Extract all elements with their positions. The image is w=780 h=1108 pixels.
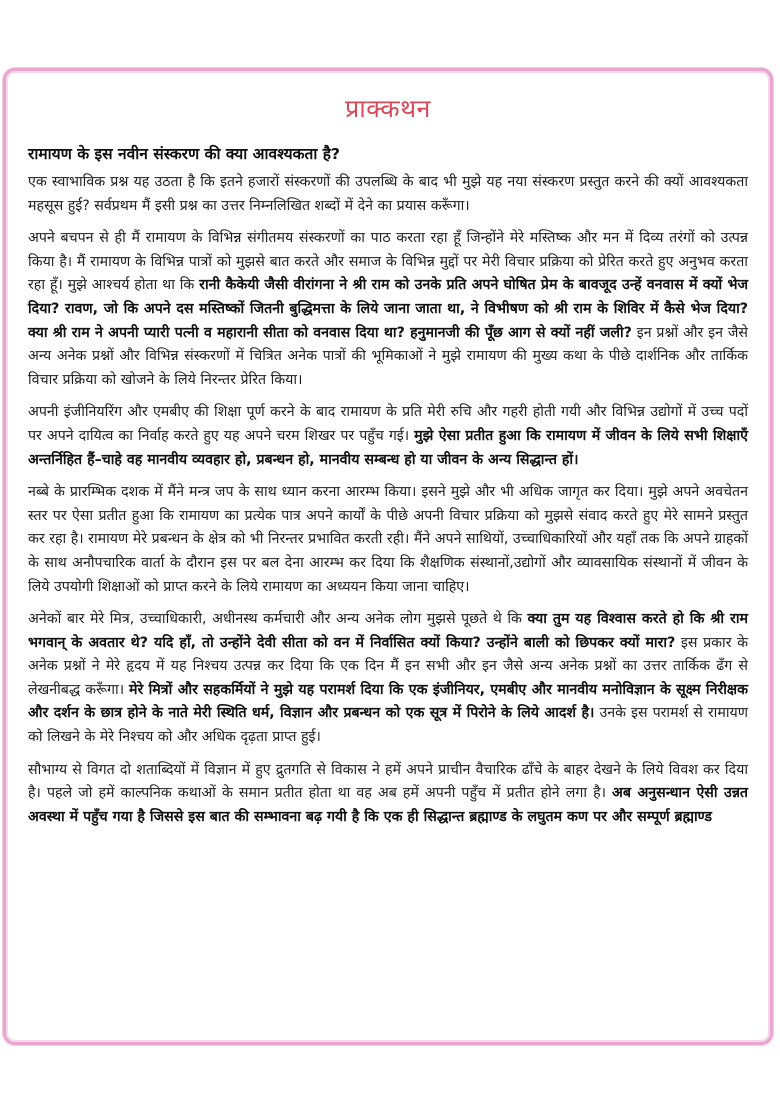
paragraph-6 bbox=[28, 759, 748, 830]
text-segment: उनके इस परामर्श से रामायण को लिखने के मेरे निश्चय को और अधिक दृढ़ता प्राप्त हुई। bbox=[28, 705, 748, 746]
document-body bbox=[28, 143, 748, 838]
text-segment: अनेकों बार मेरे मित्र, उच्चाधिकारी, अधीनस्थ कर्मचारी और अन्य अनेक लोग मुझसे पूछते थे कि bbox=[28, 611, 528, 628]
bold-text-segment: क्या तुम यह विश्वास करते हो कि श्री राम भगवान् के अवतार थे? यदि हाँ, तो उन्होंने देवी सीता को वन में निर्वासित क्यों किया? उन्होंने बाली को छिपकर क्यों मारा? bbox=[28, 611, 748, 651]
bold-text-segment: मेरे मित्रों और सहकर्मियों ने मुझे यह परामर्श दिया कि एक इंजीनियर, एमबीए और मानवीय मनोविज्ञान के सूक्ष्म निरीक्षक और दर्शन के छात्र होने के नाते मेरी स्थिति धर्म, विज्ञान और प्रबन्धन को एक सूत्र में पिरोने के लिये आदर्श है। bbox=[28, 681, 748, 722]
bold-text-segment: अब अनुसन्धान ऐसी उन्नत अवस्था में पहुँच गया है जिससे इस बात की सम्भावना बढ़ गयी है कि एक ही सिद्धान्त ब्रह्माण्ड के लघुतम कण पर और सम्पूर्ण ब्रह्माण्ड bbox=[28, 785, 748, 825]
section-heading: रामायण के इस नवीन संस्करण की क्या आवश्यकता है? bbox=[28, 145, 341, 163]
page-title: प्राक्कथन bbox=[345, 94, 431, 123]
page-frame bbox=[3, 68, 773, 1045]
text-segment: नब्बे के प्रारम्भिक दशक में मैंने मन्त्र जप के साथ ध्यान करना आरम्भ किया। इसने मुझे और भी अधिक जागृत कर दिया। मुझे अपने अवचेतन स्तर पर ऐसा प्रतीत हुआ कि रामायण का प्रत्येक पात्र अपने कार्यों के पीछे अपनी विचार प्रक्रिया को मुझसे संवाद करते हुए मेरे सामने प्रस्तुत कर रहा है। रामायण मेरे प्रबन्धन के क्षेत्र को भी निरन्तर प्रभावित करती रही। मैंने अपने साथियों, उच्चाधिकारियों और यहाँ तक कि अपने ग्राहकों के साथ अनौपचारिक वार्ता के दौरान इस पर बल देना आरम्भ कर दिया कि शैक्षणिक संस्थानों,उद्योगों और व्यावसायिक संस्थानों में जीवन के लिये उपयोगी शिक्षाओं को प्राप्त करने के लिये रामायण का अध्ययन किया जाना चाहिए। bbox=[28, 484, 748, 595]
text-segment: एक स्वाभाविक प्रश्न यह उठता है कि इतने हजारों संस्करणों की उपलब्धि के बाद भी मुझे यह नया संस्करण प्रस्तुत करने की क्यों आवश्यकता महसूस हुई? सर्वप्रथम मैं इसी प्रश्न का उत्तर निम्नलिखित शब्दों में देने का प्रयास करूँगा। bbox=[28, 174, 748, 214]
bold-text-segment: रानी कैकेयी जैसी वीरांगना ने श्री राम को उनके प्रति अपने घोषित प्रेम के बावजूद उन्हें वनवास में क्यों भेज दिया? रावण, जो कि अपने दस मस्तिष्कों जितनी बुद्धिमत्ता के लिये जाना जाता था, ने विभीषण को श्री राम के शिविर में कैसे भेज दिया? क्या श्री राम ने अपनी प्यारी पत्नी व महारानी सीता को वनवास दिया था? हनुमानजी की पूँछ आग से क्यों नहीं जली? bbox=[28, 277, 749, 341]
text-segment: अपने बचपन से ही मैं रामायण के विभिन्न संगीतमय संस्करणों का पाठ करता रहा हूँ जिन्होंने मेरे मस्तिष्क और मन में दिव्य तरंगों को उत्पन्न किया है। मैं रामायण के विभिन्न पात्रों को मुझसे बात करते और समाज के विभिन्न मुद्दों पर मेरी विचार प्रक्रिया को प्रेरित करते हुए अनुभव करता रहा हूँ। मुझे आश्चर्य होता था कि bbox=[28, 230, 748, 294]
text-segment: सौभाग्य से विगत दो शताब्दियों में विज्ञान में हुए द्रुतगति से विकास ने हमें अपने प्राचीन वैचारिक ढाँचे के बाहर देखने के लिये विवश कर दिया है। पहले जो हमें काल्पनिक कथाओं के समान प्रतीत होता था वह अब हमें अपनी पहुँच में प्रतीत होने लगा है। bbox=[28, 761, 748, 802]
text-segment: इस प्रकार के अनेक प्रश्नों ने मेरे हृदय में यह निश्चय उत्पन्न कर दिया कि एक दिन मैं इन सभी और इन जैसे अन्य अनेक प्रश्नों का उत्तर तार्किक ढँग से लेखनीबद्ध करूँगा। bbox=[28, 634, 749, 698]
paragraph-5 bbox=[28, 608, 748, 750]
paragraph-2 bbox=[28, 227, 748, 392]
paragraph-3 bbox=[28, 401, 748, 472]
text-segment: इन प्रश्नों और इन जैसे अन्य अनेक प्रश्नों और विभिन्न संस्करणों में चित्रित अनेक पात्रों की भूमिकाओं ने मुझे रामायण की मुख्य कथा के पीछे दार्शनिक और तार्किक विचार प्रक्रिया को खोजने के लिये निरन्तर प्रेरित किया। bbox=[28, 324, 748, 388]
paragraph-4 bbox=[28, 481, 748, 599]
paragraph-1 bbox=[28, 171, 748, 218]
text-segment: अपनी इंजीनियरिंग और एमबीए की शिक्षा पूर्ण करने के बाद रामायण के प्रति मेरी रुचि और गहरी होती गयी और विभिन्न उद्योगों में उच्च पदों पर अपने दायित्व का निर्वाह करते हुए यह अपने चरम शिखर पर पहुँच गई। bbox=[28, 404, 748, 444]
bold-text-segment: मुझे ऐसा प्रतीत हुआ कि रामायण में जीवन के लिये सभी शिक्षाएँ अन्तर्निहित हैं–चाहे वह मानवीय व्यवहार हो, प्रबन्धन हो, मानवीय सम्बन्ध हो या जीवन के अन्य सिद्धान्त हों। bbox=[28, 427, 748, 468]
